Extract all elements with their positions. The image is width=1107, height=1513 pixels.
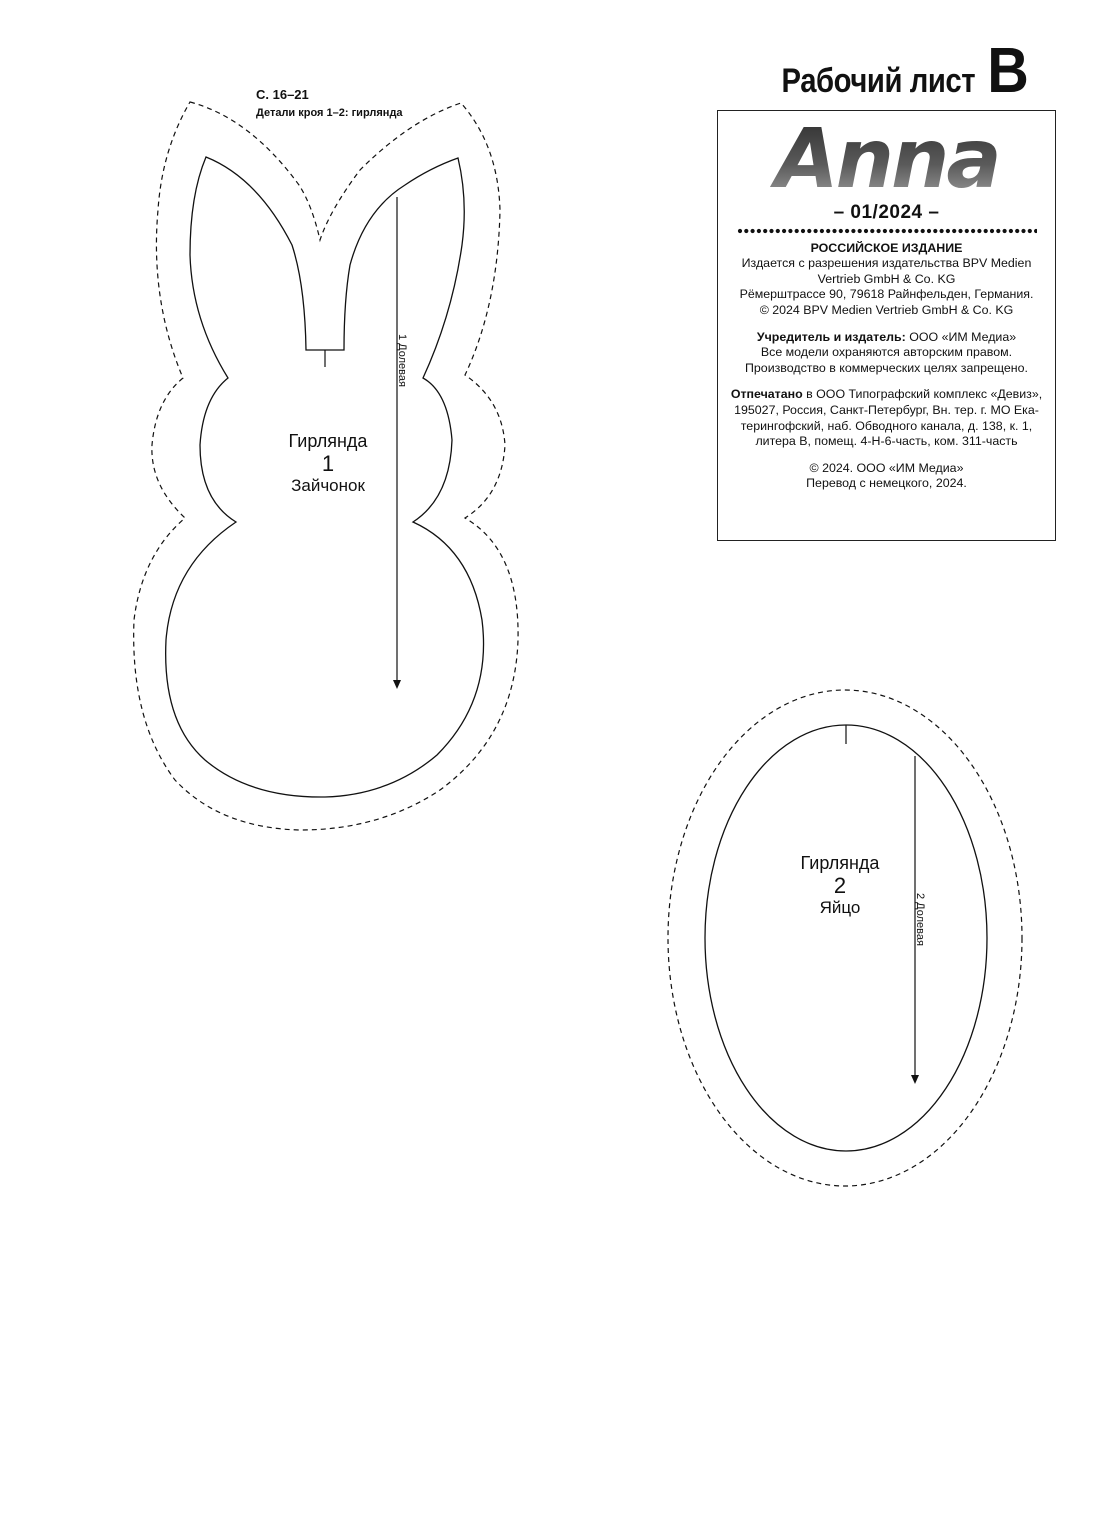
printer-line: 195027, Россия, Санкт-Петербург, Вн. тер. г. МО Ека- (734, 402, 1039, 417)
divider-dot (819, 228, 823, 232)
pieces-reference: Детали кроя 1–2: гирлянда (256, 107, 403, 119)
page-reference: С. 16–21 (256, 87, 309, 102)
divider-dot (952, 228, 956, 232)
piece-name: Яйцо (819, 898, 861, 917)
egg-grain-label: 2 Долевая (914, 893, 926, 946)
rights-line: Производство в коммерческих целях запрещено. (745, 360, 1028, 375)
egg-piece-label (780, 853, 900, 918)
license-line: © 2024 BPV Medien Vertrieb GmbH & Co. KG (759, 302, 1014, 317)
printer-line: литера В, помещ. 4-Н-6-часть, ком. 311-часть (755, 434, 1018, 449)
divider-dot (882, 228, 886, 232)
divider-dot (1008, 228, 1012, 232)
bunny-grain-label: 1 Долевая (396, 334, 408, 387)
sheet-letter: B (987, 34, 1029, 106)
divider-dot (945, 228, 949, 232)
founder-line (718, 330, 1055, 346)
license-text (718, 256, 1055, 318)
divider-dot (845, 228, 849, 232)
founder-label: Учредитель и издатель: (756, 329, 906, 344)
divider-dot (863, 228, 867, 232)
divider-dot (901, 228, 905, 232)
divider-dot (826, 228, 830, 232)
divider-dot (958, 228, 962, 232)
divider-dot (933, 228, 937, 232)
divider-dot (1021, 228, 1025, 232)
divider-dot (851, 228, 855, 232)
license-line: Рёмерштрассе 90, 79618 Райнфельден, Германия. (739, 287, 1034, 302)
divider-dot (1034, 228, 1037, 232)
egg-grainline-arrow (911, 1075, 919, 1084)
divider-dot (800, 228, 804, 232)
divider-dot (870, 228, 874, 232)
printer-line (718, 387, 1055, 403)
edition-label: РОССИЙСКОЕ ИЗДАНИЕ (810, 240, 963, 255)
divider-dot (763, 228, 767, 232)
divider-dot (769, 228, 773, 232)
imprint-box (717, 110, 1056, 541)
divider-dot (1015, 228, 1019, 232)
founder-value: ООО «ИМ Медиа» (905, 329, 1017, 344)
piece-number: 2 (833, 873, 847, 898)
divider-dot (838, 228, 842, 232)
piece-number: 1 (321, 451, 335, 476)
divider-dot (737, 228, 741, 232)
divider-dot (996, 228, 1000, 232)
sheet-title-text: Рабочий лист (781, 62, 975, 100)
divider-dot (989, 228, 993, 232)
divider-dot (794, 228, 798, 232)
piece-name: Зайчонок (291, 476, 365, 495)
divider-dot (750, 228, 754, 232)
divider-dot (782, 228, 786, 232)
printer-line: терингофский, наб. Обводного канала, д. 138, к. 1, (740, 418, 1033, 433)
copyright-text (718, 461, 1055, 492)
divider-dot (813, 228, 817, 232)
printer-text (718, 387, 1055, 449)
divider-dot (895, 228, 899, 232)
divider-dot (756, 228, 760, 232)
sheet-title (750, 34, 1031, 106)
copyright-line: Перевод с немецкого, 2024. (806, 476, 967, 491)
anna-logo (752, 117, 1022, 197)
divider-dot (876, 228, 880, 232)
anna-logo-text: Anna (774, 117, 999, 197)
divider-dot (964, 228, 968, 232)
license-line: Издается с разрешения издательства BPV Medien (741, 256, 1032, 271)
divider-dot (926, 228, 930, 232)
divider-dot (983, 228, 987, 232)
egg-cut-line (705, 725, 987, 1151)
divider-dot (857, 228, 861, 232)
issue-number: – 01/2024 – (833, 202, 940, 223)
divider-dot (908, 228, 912, 232)
printed-label: Отпечатано (730, 387, 803, 402)
divider-dot (832, 228, 836, 232)
divider-dot (1002, 228, 1006, 232)
divider-dot (914, 228, 918, 232)
divider-dot (807, 228, 811, 232)
founder-text (718, 330, 1055, 377)
rights-line: Все модели охраняются авторским правом. (760, 345, 1013, 360)
divider-dot (1027, 228, 1031, 232)
bunny-piece-label (268, 431, 388, 496)
divider-dot (971, 228, 975, 232)
divider-dot (788, 228, 792, 232)
piece-title: Гирлянда (800, 853, 880, 873)
divider-dot (744, 228, 748, 232)
divider-dot (889, 228, 893, 232)
egg-seam-allowance (668, 690, 1022, 1186)
piece-title: Гирлянда (288, 431, 368, 451)
divider-dot (775, 228, 779, 232)
printed-first: в ООО Типографский комплекс «Девиз», (802, 387, 1043, 402)
copyright-line: © 2024. ООО «ИМ Медиа» (809, 460, 964, 475)
dotted-divider (737, 227, 1037, 235)
divider-dot (977, 228, 981, 232)
divider-dot (920, 228, 924, 232)
bunny-grainline-arrow (393, 680, 401, 689)
divider-dot (939, 228, 943, 232)
license-line: Vertrieb GmbH & Co. KG (817, 271, 956, 286)
